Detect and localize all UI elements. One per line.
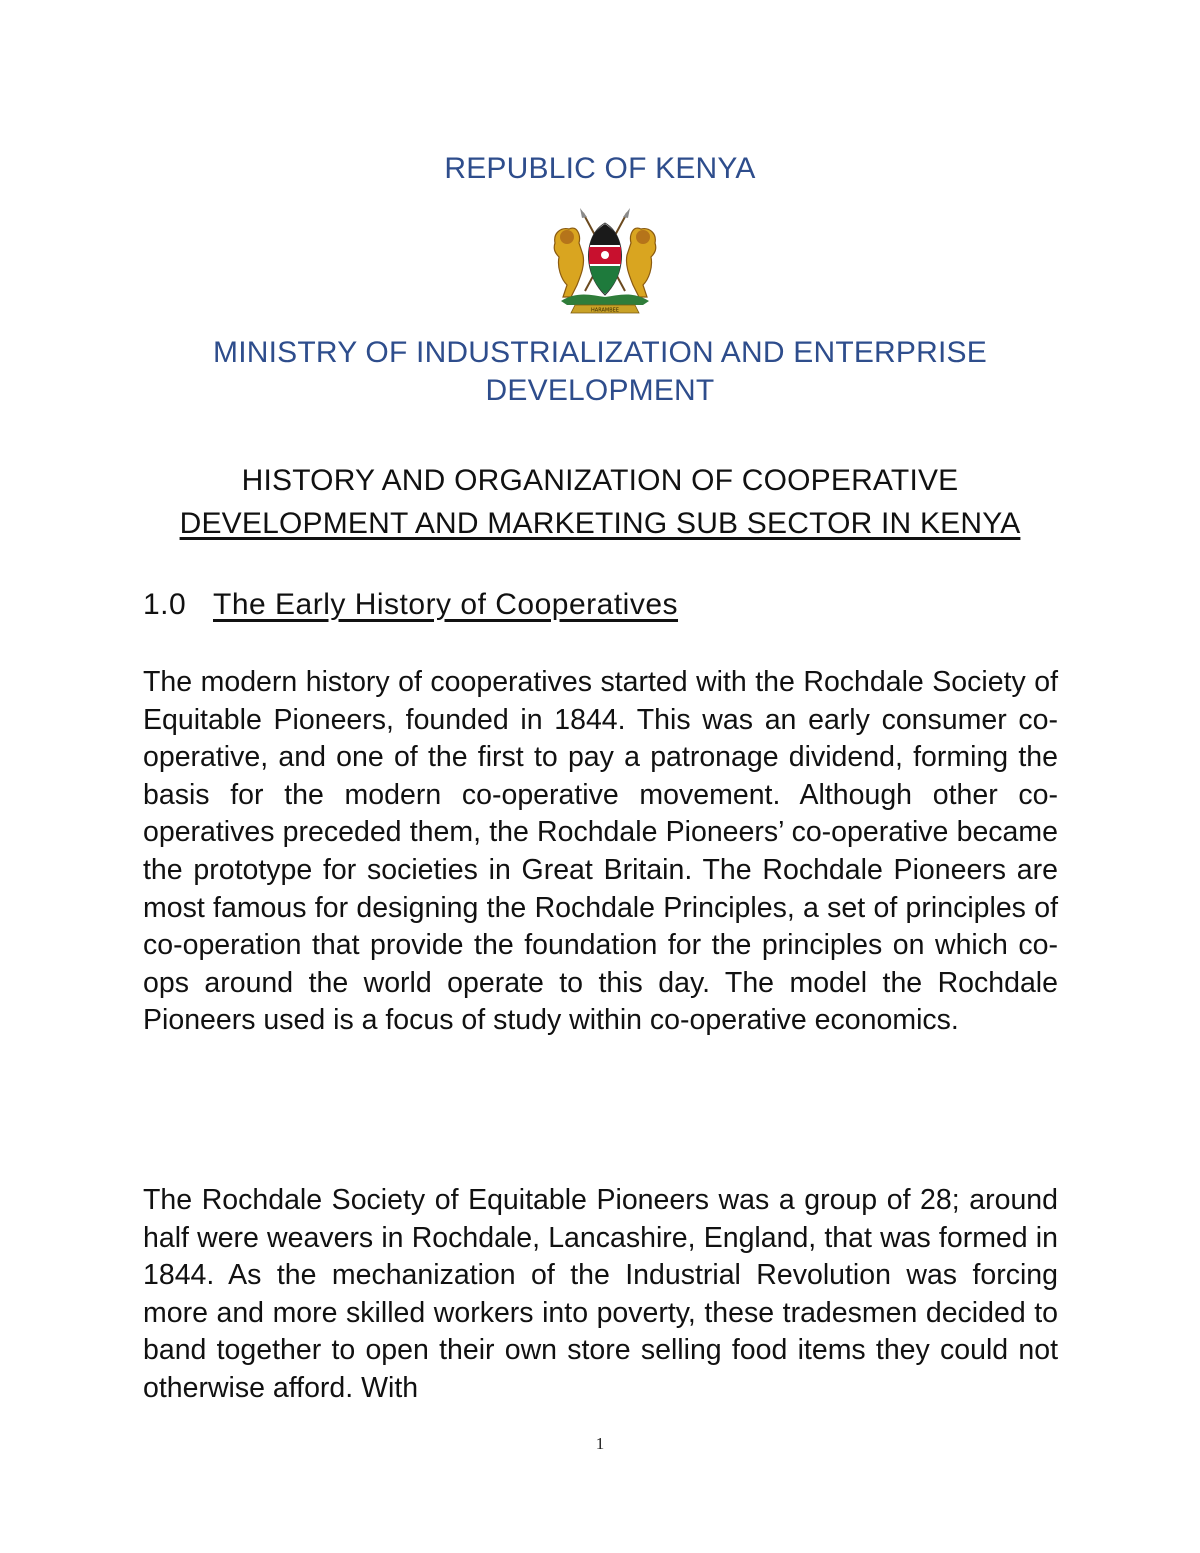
body-paragraph: The modern history of cooperatives started with the Rochdale Society of Equitable Pioneers, founded in 1844. This was an early consumer co-operative, and one of the first to pay a patronage dividend, forming the basis for the modern co-operative movement. Although other co-operatives preceded them, the Rochdale Pioneers’ co-operative became the prototype for societies in Great Britain. The Rochdale Pioneers are most famous for designing the Rochdale Principles, a set of principles of co-operation that provide the foundation for the principles on which co-ops around the world operate to this day. The model the Rochdale Pioneers used is a focus of study within co-operative economics. (143, 666, 1058, 1037)
body-paragraph: The Rochdale Society of Equitable Pioneers was a group of 28; around half were weavers in Rochdale, Lancashire, England, that was formed in 1844. As the mechanization of the Industrial Revolution was forcing more and more skilled workers into poverty, these tradesmen decided to band together to open their own store selling food items they could not otherwise afford. With (143, 1184, 1058, 1404)
country-heading: REPUBLIC OF KENYA (444, 152, 756, 185)
kenya-coat-of-arms-icon (547, 205, 663, 317)
section-number: 1.0 (143, 588, 187, 621)
document-title-line1: HISTORY AND ORGANIZATION OF COOPERATIVE (241, 464, 959, 497)
document-title-line2: DEVELOPMENT AND MARKETING SUB SECTOR IN KENYA (179, 507, 1021, 540)
ministry-heading-line1: MINISTRY OF INDUSTRIALIZATION AND ENTERPRISE (213, 336, 987, 369)
section-heading (143, 586, 678, 624)
ministry-heading-line2: DEVELOPMENT (485, 374, 715, 407)
page-number: 1 (595, 1434, 605, 1453)
section-title: The Early History of Cooperatives (213, 588, 679, 621)
emblem-motto: HARAMBEE (591, 307, 619, 314)
